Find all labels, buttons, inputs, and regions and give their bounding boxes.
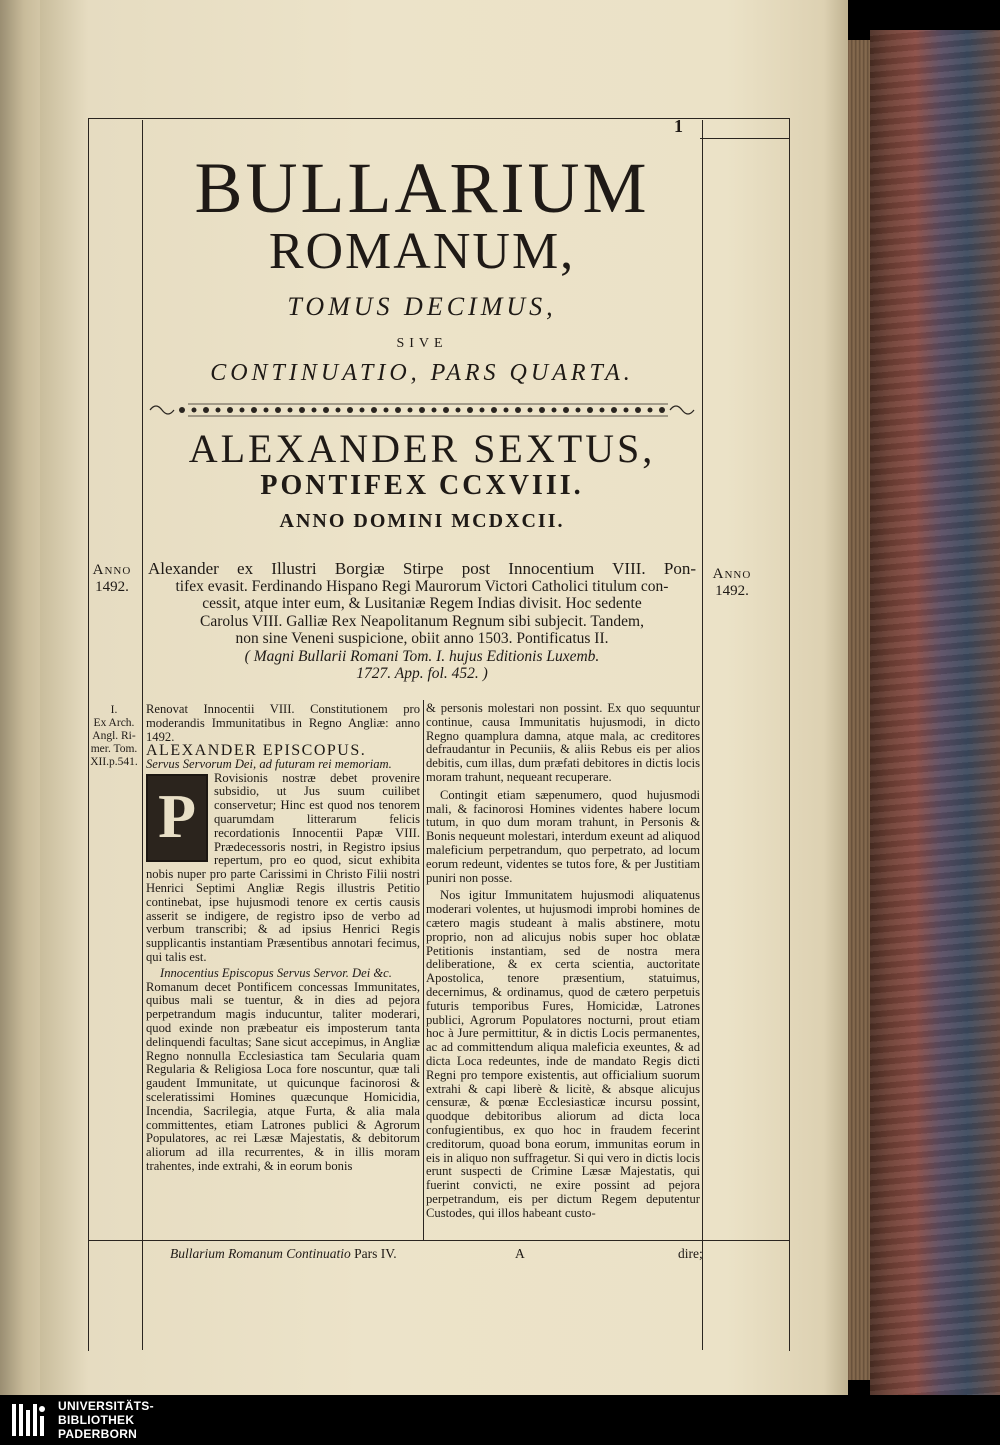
continuatio-title: CONTINUATIO, PARS QUARTA.	[210, 360, 634, 386]
library-name	[58, 1399, 154, 1441]
sive-label: SIVE	[396, 336, 448, 351]
running-title: Bullarium Romanum Continuatio	[170, 1246, 351, 1261]
footer-running-title	[170, 1246, 397, 1262]
intro-first-line: Alexander ex Illustri Borgiæ Stirpe post Innocentium VIII. Pon-	[148, 559, 696, 578]
library-logo-icon	[10, 1400, 50, 1440]
margin-year-right	[704, 566, 760, 600]
pope-heading: ALEXANDER SEXTUS,	[188, 426, 656, 471]
anno-domini-heading: ANNO DOMINI MCDXCII.	[279, 510, 565, 532]
book-cover-edge	[870, 30, 1000, 1395]
frame-rule-right	[702, 120, 703, 1350]
intro-line-4: non sine Veneni suspicione, obiit anno 1503. Pontificatus II.	[235, 630, 609, 647]
intro-line-1: tifex evasit. Ferdinando Hispano Regi Maurorum Victori Catholici titulum con-	[175, 577, 669, 595]
bull-heading: ALEXANDER EPISCOPUS.	[146, 742, 367, 759]
bull-servus: Servus Servorum Dei, ad futuram rei memoriam.	[146, 756, 392, 771]
intro-line-2: cessit, atque inter eum, & Lusitaniæ Regem Indias divisit. Hoc sedente	[202, 595, 642, 612]
margin-anno-left: Anno	[92, 562, 132, 578]
bull-paragraph-1: Rovisionis nostræ debet provenire subsidio, ut Jus suum cuilibet conservetur; Hinc est quod nos tenorem quarumdam litterarum felicis recordationis Innocentii Papæ VIII. Prædecessoris nostri, in Registro ipsius repertum, pro eo quod, sicut exhibita nobis nuper pro parte Carissimi in Christo Filii nostri Henrici Septimi Angliæ Regis illustris Petitio continebat, ipse hujusmodi tenore ex certis causis asserit se indigere, de registro ipso de verbo ad verbum transcribi; & ad ipsius Henrici Regis supplicantis instantiam Præsentibus annotari fecimus, qui talis est.	[146, 770, 420, 964]
column-divider	[423, 700, 424, 1240]
intro-reference-1: ( Magni Bullarii Romani Tom. I. hujus Editionis Luxemb.	[244, 647, 600, 665]
catchword: dire;	[678, 1246, 703, 1261]
margin-year-left-value: 1492.	[95, 579, 129, 595]
frame-rule-pagenum	[700, 138, 790, 139]
margin-year-left	[84, 562, 140, 596]
bull-paragraph-2: Romanum decet Pontificem concessas Immunitates, quibus mali se tuentur, & in dies ad pejora perpetrandum magis inducuntur, taliter moderari, quod exinde non præbeatur eis imposterum tanta delinquendi facultas; Sane sicut accepimus, in Angliæ Regno nonnulla Ecclesiastica tam Secularia quam Regularia & Religiosa Loca fore noscuntur, quæ tali gaudent Immunitate, ut quicunque facinorosi & sceleratissimi Homines quæcunque Homicidia, Incendia, Sacrilegia, atque Furta, & alia mala committentes, etiam Latrones publici & Agrorum Populatores, ac rei Læsæ Majestatis, & debitorum aliorum ad illa recurrentes, & in illis moram trahentes, inde extrahi, & in eorum bonis	[146, 979, 420, 1173]
bull-body	[146, 772, 420, 1174]
title-main: BULLARIUM	[194, 148, 650, 228]
right-paragraph-1: & personis molestari non possint. Ex quo sequuntur continue, causa Immunitatis hujusmodi, in dicto Regno quamplura damna, atque mala, ac creditores defraudantur in Pecuniis, & aliis Rebus eis per alios debitis, cum illas, dum præfati debitores in dictis locis moram trahunt, nequeant recuperare.	[426, 701, 700, 784]
right-column	[426, 702, 700, 1220]
library-line: UNIVERSITÄTS-	[58, 1399, 154, 1413]
page-block-edge	[848, 40, 870, 1380]
library-line: BIBLIOTHEK	[58, 1413, 135, 1427]
frame-rule-bottom	[88, 1240, 790, 1241]
left-column	[146, 702, 420, 1174]
running-pars: Pars IV.	[354, 1246, 397, 1261]
intro-reference-2: 1727. App. fol. 452. )	[356, 665, 488, 682]
title-sub: ROMANUM,	[268, 223, 576, 280]
right-paragraph-2: Contingit etiam sæpenumero, quod hujusmodi mali, & facinorosi Homines videntes habere locum tutum, in quo dum moram trahunt, in Personis & Bonis nequeunt molestari, interdum exeunt ad aliquod maleficium perpetrandum, quo perpetrato, ad locum eorum redeunt, videntes se tutos fore, & per Justitiam puniri non posse.	[426, 787, 700, 885]
margin-archive-ref	[86, 704, 142, 769]
margin-ref-line: Angl. Ri-	[92, 730, 136, 742]
margin-ref-line: XII.p.541.	[90, 756, 138, 768]
pontifex-heading: PONTIFEX CCXVIII.	[260, 470, 584, 501]
margin-ref-line: Ex Arch.	[93, 717, 135, 729]
page-number: 1	[674, 116, 683, 136]
drop-cap-initial: P	[146, 774, 208, 862]
ornament-rule	[148, 400, 696, 420]
margin-ref-line: mer. Tom.	[90, 743, 138, 755]
intro-line-3: Carolus VIII. Galliæ Rex Neapolitanum Regnum sibi subjecit. Tandem,	[200, 612, 644, 630]
volume-title: TOMUS DECIMUS,	[287, 292, 557, 321]
margin-year-right-value: 1492.	[715, 583, 749, 599]
bull-rubric: Renovat Innocentii VIII. Constitutionem pro moderandis Immunitatibus in Regno Angliæ: anno 1492.	[146, 702, 420, 744]
library-line: PADERBORN	[58, 1427, 138, 1441]
right-paragraph-3: Nos igitur Immunitatem hujusmodi aliquatenus moderari volentes, ut hujusmodi improbi homines de cætero magis studeant à malis abstinere, motu proprio, non ad alicujus nobis super hoc oblatæ Petitionis instantiam, sed de nostra mera deliberatione, & ex certa scientia, auctoritate Apostolica, tenore præsentium, statuimus, decernimus, & ordinamus, quod de cætero perpetuis futuris temporibus Fures, Homicidæ, Latrones publici, Agrorum Populatores nocturni, prout etiam hoc à Jure permittitur, & in dictis Locis permanentes, ac ad committendum aliqua maleficia exeuntes, & ad dicta Loca redeuntes, inde de mandato Regis dicti Regni pro tempore existentis, aut officialium suorum extrahi & capi liberè & licitè, & absque alicujus censuræ, & pœnæ Ecclesiasticæ incursu possint, quodque debitoribus aliorum ad dicta loca confugientibus, ex quo hoc in fraudem fecerint creditorum, quoad bona eorum, immunitas eorum in eis in aliquo non suffragetur. Si qui vero in dictis locis erunt suspecti de Crimine Læsæ Majestatis, qui fuerint convicti, ne exire possint ad pejora perpetrandum, eis per dictum Regem deputentur Custodes, qui illos habeant custo-	[426, 888, 700, 1220]
margin-anno-right: Anno	[712, 566, 752, 582]
innocentius-heading: Innocentius Episcopus Servus Servor. Dei &c.	[160, 965, 392, 980]
signature-mark: A	[515, 1246, 525, 1261]
margin-ref-number: I.	[110, 704, 118, 716]
intro-paragraph	[148, 560, 696, 683]
